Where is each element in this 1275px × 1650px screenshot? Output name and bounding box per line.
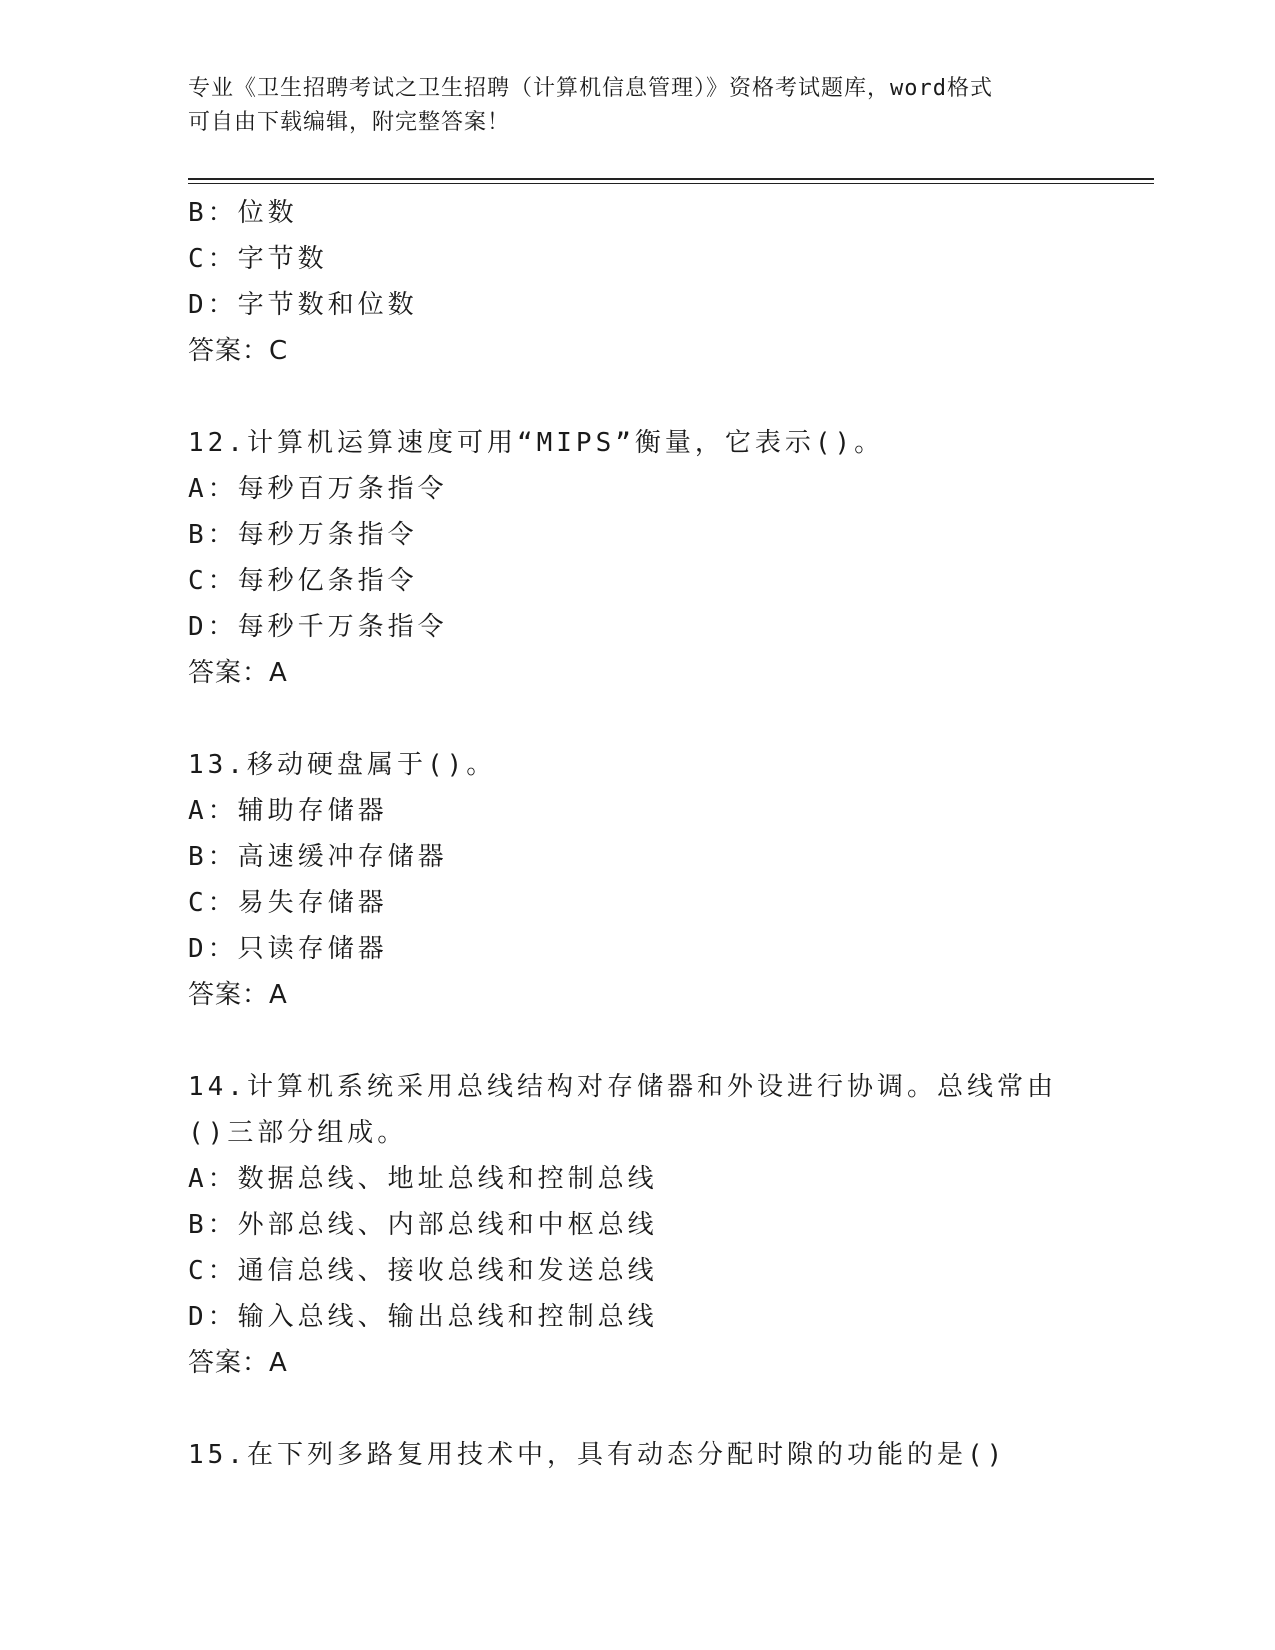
answer: 答案：A <box>188 980 288 1010</box>
answer: 答案：A <box>188 658 288 688</box>
option-d: D：只读存储器 <box>188 934 388 964</box>
option-d: D：字节数和位数 <box>188 290 418 320</box>
header-divider-thick <box>188 178 1154 180</box>
question-12 <box>188 420 1088 696</box>
option-b: B：高速缓冲存储器 <box>188 842 448 872</box>
answer: 答案：C <box>188 336 289 366</box>
option-b: B：位数 <box>188 198 298 228</box>
prev-question-block <box>188 190 1088 374</box>
option-a: A：数据总线、地址总线和控制总线 <box>188 1164 658 1194</box>
option-b: B：外部总线、内部总线和中枢总线 <box>188 1210 658 1240</box>
option-c: C：通信总线、接收总线和发送总线 <box>188 1256 658 1286</box>
header-divider-thin <box>188 183 1154 184</box>
option-d: D：每秒千万条指令 <box>188 612 448 642</box>
question-text: 15.在下列多路复用技术中，具有动态分配时隙的功能的是() <box>188 1440 1007 1470</box>
question-text: 13.移动硬盘属于()。 <box>188 750 497 780</box>
option-c: C：易失存储器 <box>188 888 388 918</box>
question-13 <box>188 742 1088 1018</box>
question-14 <box>188 1064 1088 1386</box>
option-c: C：字节数 <box>188 244 328 274</box>
header-line-2: 可自由下载编辑，附完整答案！ <box>188 110 511 135</box>
option-a: A：每秒百万条指令 <box>188 474 448 504</box>
question-list <box>188 190 1088 1478</box>
option-b: B：每秒万条指令 <box>188 520 418 550</box>
option-c: C：每秒亿条指令 <box>188 566 418 596</box>
question-text: 12.计算机运算速度可用“MIPS”衡量，它表示()。 <box>188 428 885 458</box>
answer: 答案：A <box>188 1348 288 1378</box>
header-line-1: 专业《卫生招聘考试之卫生招聘（计算机信息管理）》资格考试题库，word格式 <box>188 76 993 101</box>
option-d: D：输入总线、输出总线和控制总线 <box>188 1302 658 1332</box>
question-text: 14.计算机系统采用总线结构对存储器和外设进行协调。总线常由()三部分组成。 <box>188 1072 1057 1148</box>
question-15 <box>188 1432 1088 1478</box>
option-a: A：辅助存储器 <box>188 796 388 826</box>
document-header <box>188 72 1088 140</box>
